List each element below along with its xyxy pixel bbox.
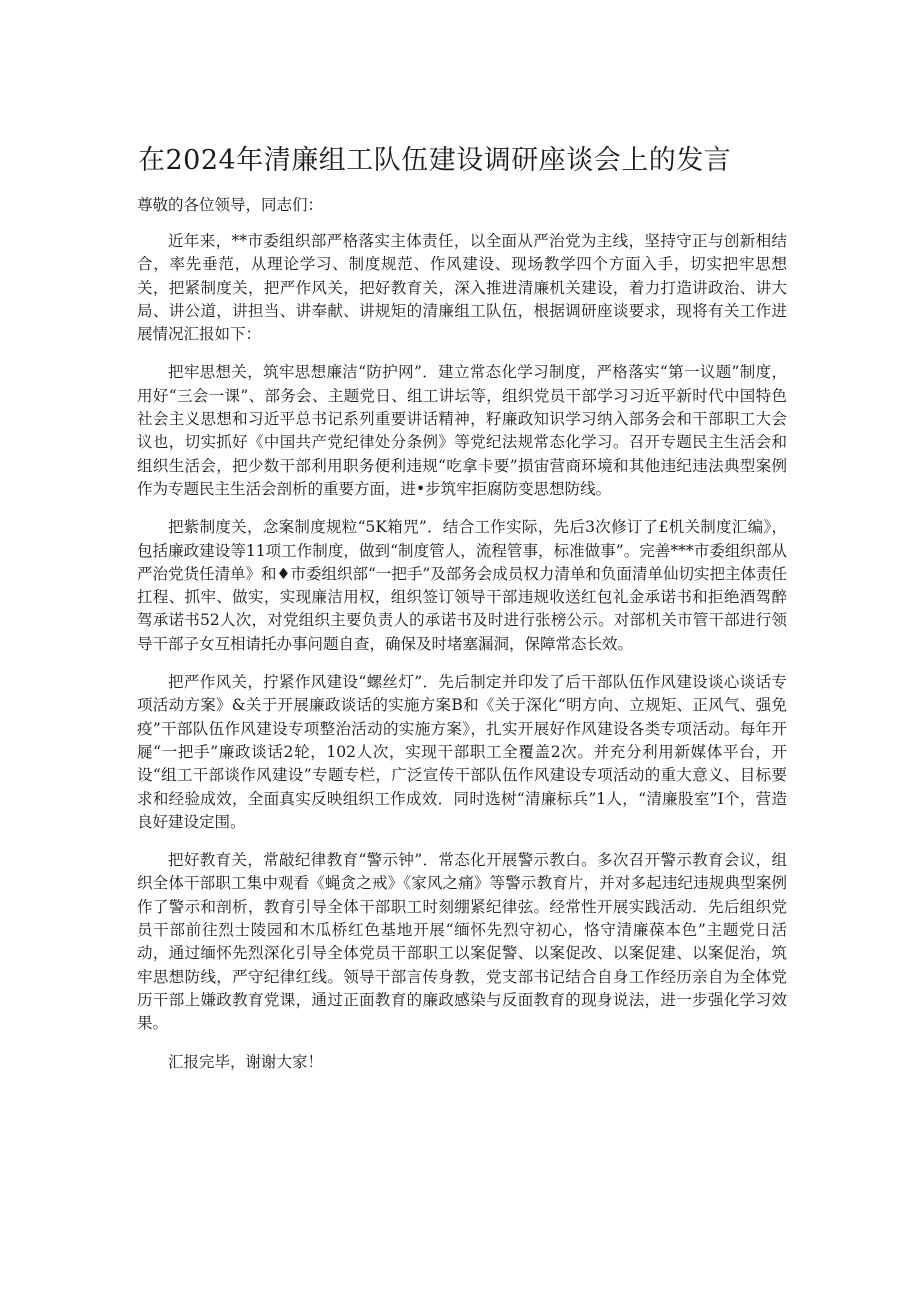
- paragraph-institution: 把紫制度关，念案制度规粒“5K箱咒”．结合工作实际，先后3次修订了£机关制度汇编》，包括廉政建设等11项工作制度，做到“制度管人，流程管事，标准做事”。完善***市委组织部从严治党货任清单》和♦市委组织部“一把手”及部务会成员权力清单和负面清单仙切实把主体责任扛程、抓牢、做实，实现廉洁用权，组织签订领导干部违规收送红包礼金承诺书和拒绝酒驾醉驾承诺书52人次，对党组织主要负责人的承诺书及时进行张榜公示。对部机关市管干部进行领导干部子女互相请托办事问题自查，确保及时堵塞漏洞，保障常态长效。: [137, 518, 787, 653]
- paragraph-ideology: 把牢思想关，筑牢思想廉洁“防护网”．建立常态化学习制度，严格落实“第一议题”制度，用好“三会一课”、部务会、主题党日、组工讲坛等，组织党员干部学习习近平新时代中国特色社会主义思想和习近平总书记系列重要讲话精神，籽廉政知识学习纳入部务会和干部职工大会议也，切实抓好《中国共产党纪律处分条例》等党纪法规常态化学习。召开专题民主生活会和组织生活会，把少数干部利用职务便利违规“吃拿卡要”损宙营商环境和其他违纪违法典型案例作为专题民主生活会剖析的重要方面，进•步筑牢拒腐防变思想防线。: [137, 363, 787, 498]
- document-title: 在2024年清廉组工队伍建设调研座谈会上的发言: [138, 145, 732, 176]
- paragraph-work-style: 把严作风关，拧紧作风建设“螺丝灯”．先后制定并印发了后干部队伍作风建设谈心谈话专项活动方案》&关于开展廉政谈话的实施方案B和《关于深化“明方向、立规矩、正风气、强免疫”干部队伍作风建设专项整治活动的实施方案》，扎实开展好作风建设各类专项活动。每年开屣“一把手”廉政谈话2轮，102人次，实现干部职工全覆盖2次。并充分利用新媒体平台，开设“组工干部谈作风建设”专题专栏，广泛宣传干部队伍作风建设专项活动的重大意义、目标要求和经验成效，全面真实反映组织工作成效．同时选树“清廉标兵”1人，“清廉股室”I个，营造良好建设定围。: [137, 673, 787, 831]
- paragraph-closing: 汇报完毕，谢谢大家！: [168, 1052, 324, 1071]
- salutation: 尊敬的各位领导，同志们：: [137, 196, 324, 214]
- paragraph-education: 把好教育关，常敲纪律教育“警示钟”．常态化开展警示教白。多次召开警示教育会议，组织全体干部职工集中观看《蝇贪之戒》《家风之痛》等警示教育片，并对多起违纪违规典型案例作了警示和剖析，教育引导全体干部职工时刻绷紧纪律弦。经常性开展实践活动．先后组织党员干部前往烈士陵园和木瓜桥红色基地开展“缅怀先烈守初心，恪守清廉葆本色”主题党日活动，通过缅怀先烈深化引导全体党员干部职工以案促警、以案促改、以案促建、以案促治，筑牢思想防线，严守纪律红线。领导干部言传身教，党支部书记结合自身工作经历亲自为全体党历干部上嫌政教育党课，通过正面教育的廉政感染与反面教育的现身说法，进一步强化学习效果。: [137, 851, 787, 1033]
- paragraph-intro: 近年来，**市委组织部严格落实主体责任，以全面从严治党为主线，坚持守正与创新相结合，率先垂范，从理论学习、制度规范、作风建设、现场教学四个方面入手，切实把牢思想关，把紧制度关，把严作风关，把好教育关，深入推进清廉机关建设，着力打造讲政治、讲大局、讲公道，讲担当、讲奉献、讲规矩的清廉组工队伍，根据调研座谈要求，现将有关工作进展情况汇报如下：: [137, 232, 787, 344]
- document-body: [137, 230, 787, 1089]
